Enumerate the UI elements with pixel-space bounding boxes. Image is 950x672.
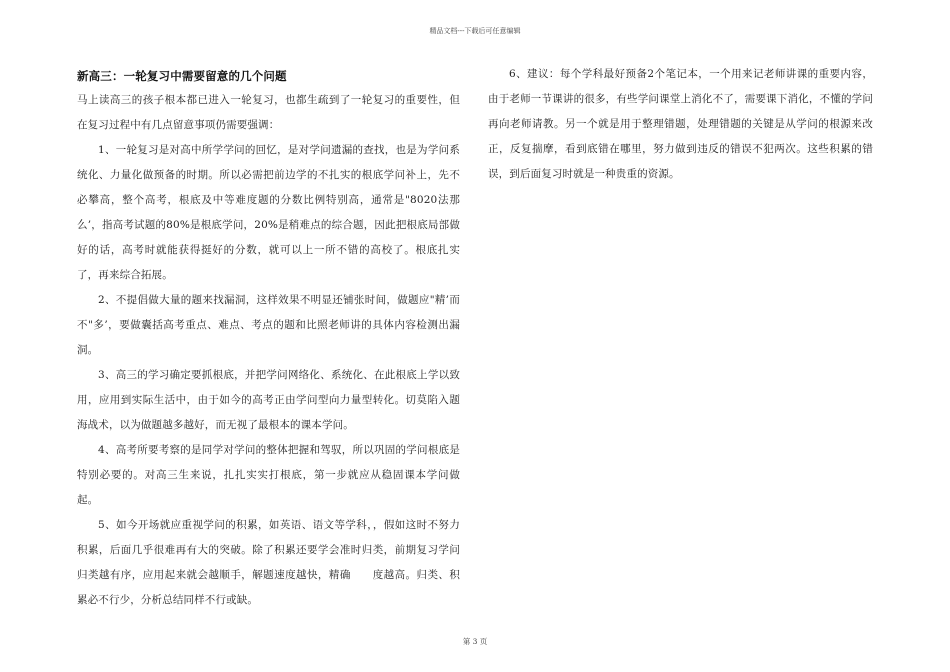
header-note: 精品文档---下载后可任意编辑 bbox=[429, 27, 521, 35]
right-column bbox=[488, 62, 873, 187]
intro-paragraph: 马上读高三的孩子根本都已进入一轮复习，也都生疏到了一轮复习的重要性，但在复习过程中有几点留意事项仍需要强调： bbox=[77, 94, 460, 131]
point-paragraph-3: 3、高三的学习确定要抓根底，并把学问网络化、系统化、在此根底上学以致用，应用到实际生活中，由于如今的高考正由学问型向力量型转化。切莫陷入题海战术，以为做题越多越好，而无视了最根本的课本学问。 bbox=[77, 369, 460, 431]
article-title: 新高三：一轮复习中需要留意的几个问题 bbox=[77, 69, 287, 83]
left-column bbox=[77, 64, 460, 613]
point-paragraph-1: 1、一轮复习是对高中所学学问的回忆，是对学问遗漏的查找，也是为学问系统化、力量化做预备的时期。所以必需把前边学的不扎实的根底学问补上，先不必攀高，整个高考，根底及中等难度题的分数比例特别高，通常是"8020法那么’，指高考试题的80%是根底学问，20%是稍难点的综合题，因此把根底局部做好的话，高考时就能获得挺好的分数，就可以上一所不错的高校了。根底扎实了，再来综合拓展。 bbox=[77, 144, 460, 281]
point-paragraph-5: 5、如今开场就应重视学问的积累，如英语、语文等学科，，假如这时不努力积累，后面几乎很难再有大的突破。除了积累还要学会准时归类，前期复习学问归类越有序，应用起来就会越顺手，解题速度越快，精确 度越高。归类、积累必不行少，分析总结同样不行或缺。 bbox=[77, 519, 460, 606]
point-paragraph-6: 6、建议：每个学科最好预备2个笔记本，一个用来记老师讲课的重要内容，由于老师一节课讲的很多，有些学问课堂上消化不了，需要课下消化，不懂的学问再向老师请教。另一个就是用于整理错题，处理错题的关键是从学问的根源来改正，反复揣摩，看到底错在哪里，努力做到违反的错误不犯两次。这些积累的错误，到后面复习时就是一种贵重的资源。 bbox=[488, 68, 873, 180]
point-paragraph-2: 2、不提倡做大量的题来找漏洞，这样效果不明显还铺张时间，做题应"精’而不"多’，要做囊括高考重点、难点、考点的题和比照老师讲的具体内容检测出漏洞。 bbox=[77, 294, 460, 356]
point-paragraph-4: 4、高考所要考察的是同学对学问的整体把握和驾驭，所以巩固的学问根底是特别必要的。对高三生来说，扎扎实实打根底，第一步就应从稳固课本学问做起。 bbox=[77, 444, 460, 506]
page-number: 第 3 页 bbox=[462, 637, 488, 646]
